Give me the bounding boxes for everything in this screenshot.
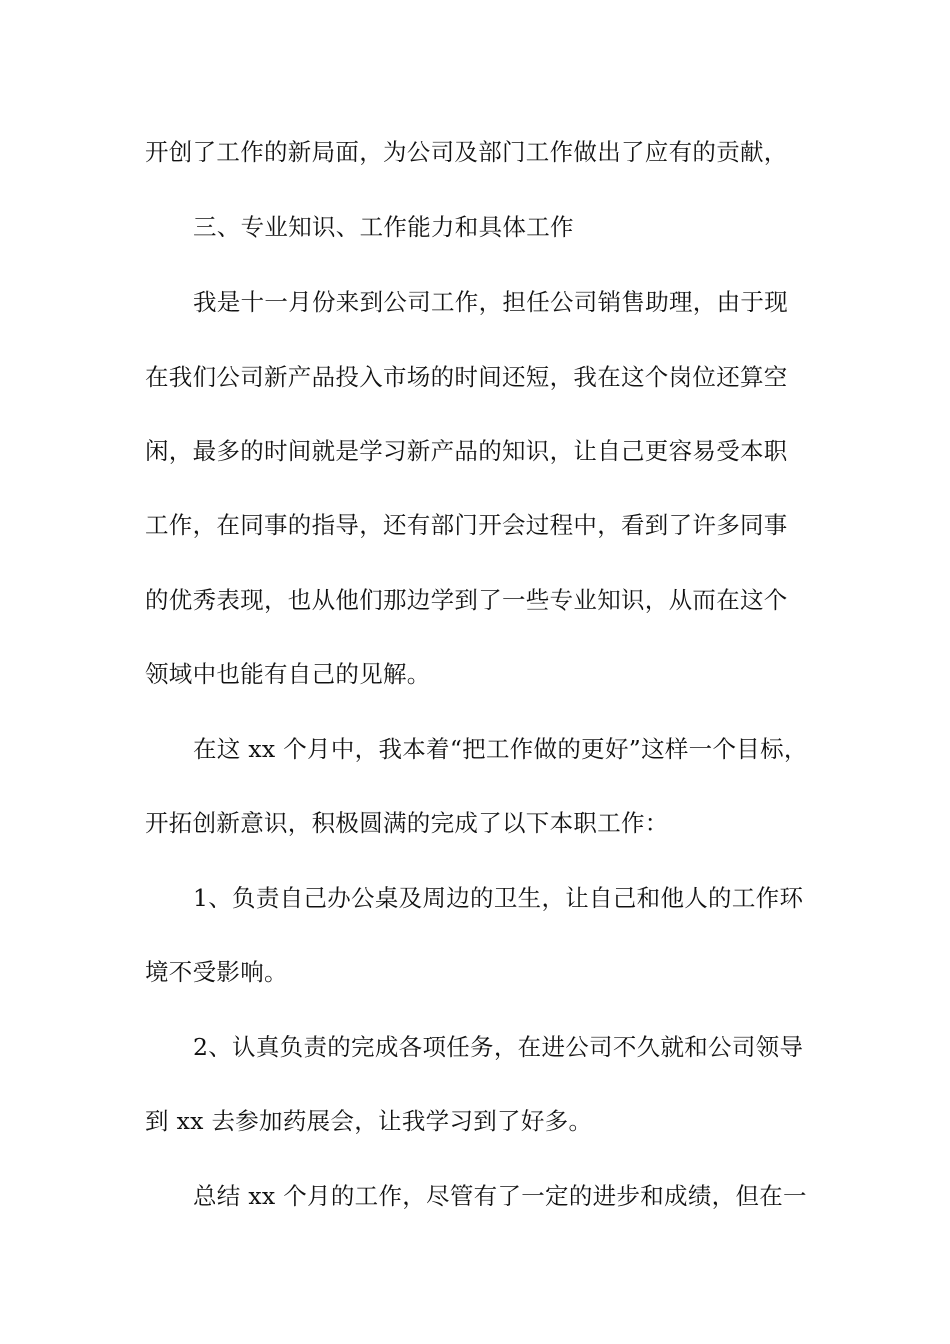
text-line-6: 工作，在同事的指导，还有部门开会过程中，看到了许多同事 [145, 511, 788, 539]
text-line-1: 开创了工作的新局面，为公司及部门工作做出了应有的贡献， [145, 138, 788, 166]
section-heading: 三、专业知识、工作能力和具体工作 [193, 213, 574, 241]
text-line-3: 我是十一月份来到公司工作，担任公司销售助理，由于现 [193, 288, 788, 316]
text-line-7: 的优秀表现，也从他们那边学到了一些专业知识，从而在这个 [145, 586, 788, 614]
text-line-4: 在我们公司新产品投入市场的时间还短，我在这个岗位还算空 [145, 363, 788, 391]
text-line-14: 到 xx 去参加药展会，让我学习到了好多。 [145, 1107, 593, 1135]
text-line-10: 开拓创新意识，积极圆满的完成了以下本职工作： [145, 809, 669, 837]
text-line-8: 领域中也能有自己的见解。 [145, 660, 431, 688]
text-line-9: 在这 xx 个月中，我本着“把工作做的更好”这样一个目标， [193, 735, 808, 763]
text-line-5: 闲，最多的时间就是学习新产品的知识，让自己更容易受本职 [145, 437, 788, 465]
text-line-15: 总结 xx 个月的工作，尽管有了一定的进步和成绩，但在一 [193, 1182, 807, 1210]
list-item-2: 2、认真负责的完成各项任务，在进公司不久就和公司领导 [193, 1033, 804, 1061]
list-item-1: 1、负责自己办公桌及周边的卫生，让自己和他人的工作环 [193, 884, 804, 912]
text-line-12: 境不受影响。 [145, 958, 288, 986]
